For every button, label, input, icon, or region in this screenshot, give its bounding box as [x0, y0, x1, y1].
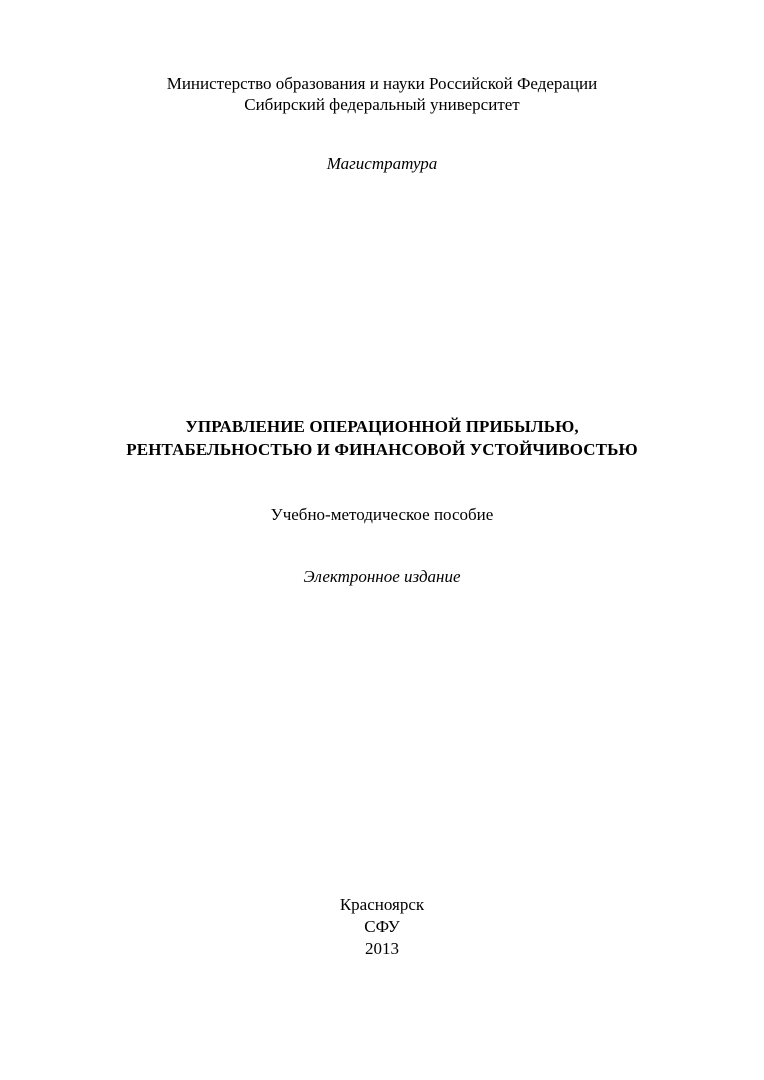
university-line: Сибирский федеральный университет [244, 95, 520, 114]
ministry-line: Министерство образования и науки Российской Федерации [166, 74, 598, 93]
title-line-2: РЕНТАБЕЛЬНОСТЬЮ И ФИНАНСОВОЙ УСТОЙЧИВОСТЬЮ [126, 440, 638, 459]
year-line: 2013 [365, 939, 399, 958]
title-line-1: УПРАВЛЕНИЕ ОПЕРАЦИОННОЙ ПРИБЫЛЬЮ, [185, 417, 579, 436]
edition-line: Электронное издание [303, 567, 461, 586]
program-line: Магистратура [326, 154, 438, 173]
publication-type: Учебно-методическое пособие [270, 505, 494, 524]
city-line: Красноярск [339, 895, 425, 914]
publisher-line: СФУ [364, 917, 400, 936]
